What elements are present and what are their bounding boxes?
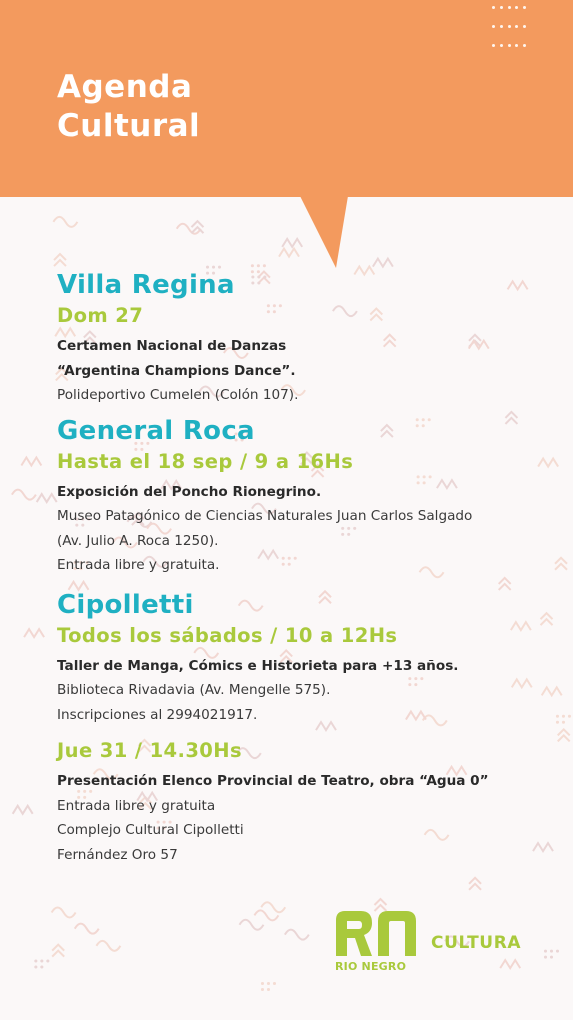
- event-list: [57, 268, 567, 867]
- pattern-mark: [254, 910, 278, 920]
- event-date: Todos los sábados / 10 a 12Hs: [57, 623, 398, 647]
- pattern-mark: [261, 902, 285, 912]
- event-cipolletti: [57, 588, 567, 868]
- pattern-mark: [545, 951, 557, 957]
- event-venue: Polideportivo Cumelen (Colón 107).: [57, 387, 299, 403]
- city-name: General Roca: [57, 415, 255, 446]
- rio-negro-logo: [334, 908, 418, 978]
- event-date: Jue 31 / 14.30Hs: [57, 739, 242, 762]
- pattern-mark: [240, 920, 264, 930]
- pattern-mark: [24, 629, 44, 637]
- pattern-mark: [13, 806, 33, 814]
- pattern-mark: [96, 941, 120, 951]
- pattern-mark: [52, 907, 76, 917]
- event-venue: Biblioteca Rivadavia (Av. Mengelle 575).: [57, 682, 331, 698]
- event-admission: Entrada libre y gratuita.: [57, 557, 220, 573]
- pattern-mark: [37, 494, 57, 502]
- event-address: (Av. Julio A. Roca 1250).: [57, 532, 219, 549]
- pattern-mark: [469, 878, 481, 890]
- event-title: Presentación Elenco Provincial de Teatro, obra “Agua 0”: [57, 773, 489, 789]
- event-villa-regina: [57, 268, 567, 408]
- event-venue: Museo Patagónico de Ciencias Naturales Juan Carlos Salgado: [57, 508, 473, 524]
- event-date: Dom 27: [57, 304, 144, 327]
- pattern-mark: [75, 924, 99, 934]
- page-title: [57, 68, 200, 146]
- pattern-mark: [36, 961, 48, 967]
- pattern-mark: [285, 930, 309, 940]
- event-address: Fernández Oro 57: [57, 846, 178, 863]
- pattern-mark: [12, 490, 36, 500]
- decorative-dots: [492, 6, 526, 63]
- event-title: “Argentina Champions Dance”.: [57, 362, 296, 379]
- cultura-label: CULTURA: [431, 933, 522, 953]
- event-title: Taller de Manga, Cómics e Historieta para +13 años.: [57, 657, 459, 674]
- city-name: Villa Regina: [57, 270, 235, 300]
- pattern-mark: [500, 960, 520, 968]
- event-title: Certamen Nacional de Danzas: [57, 338, 287, 354]
- rn-logo-mark: [334, 908, 418, 958]
- pattern-mark: [262, 983, 274, 989]
- title-line-2: Cultural: [57, 108, 201, 144]
- event-title: Exposición del Poncho Rionegrino.: [57, 483, 322, 500]
- event-registration: Inscripciones al 2994021917.: [57, 706, 258, 723]
- event-date: Hasta el 18 sep / 9 a 16Hs: [57, 449, 354, 473]
- event-admission: Entrada libre y gratuita: [57, 797, 216, 814]
- city-name: Cipolletti: [57, 589, 194, 620]
- title-line-1: Agenda: [57, 69, 193, 105]
- event-venue: Complejo Cultural Cipolletti: [57, 822, 244, 838]
- pattern-mark: [52, 945, 64, 957]
- event-general-roca: [57, 414, 567, 578]
- pattern-mark: [21, 458, 41, 466]
- logo-subtitle: RIO NEGRO: [335, 960, 407, 973]
